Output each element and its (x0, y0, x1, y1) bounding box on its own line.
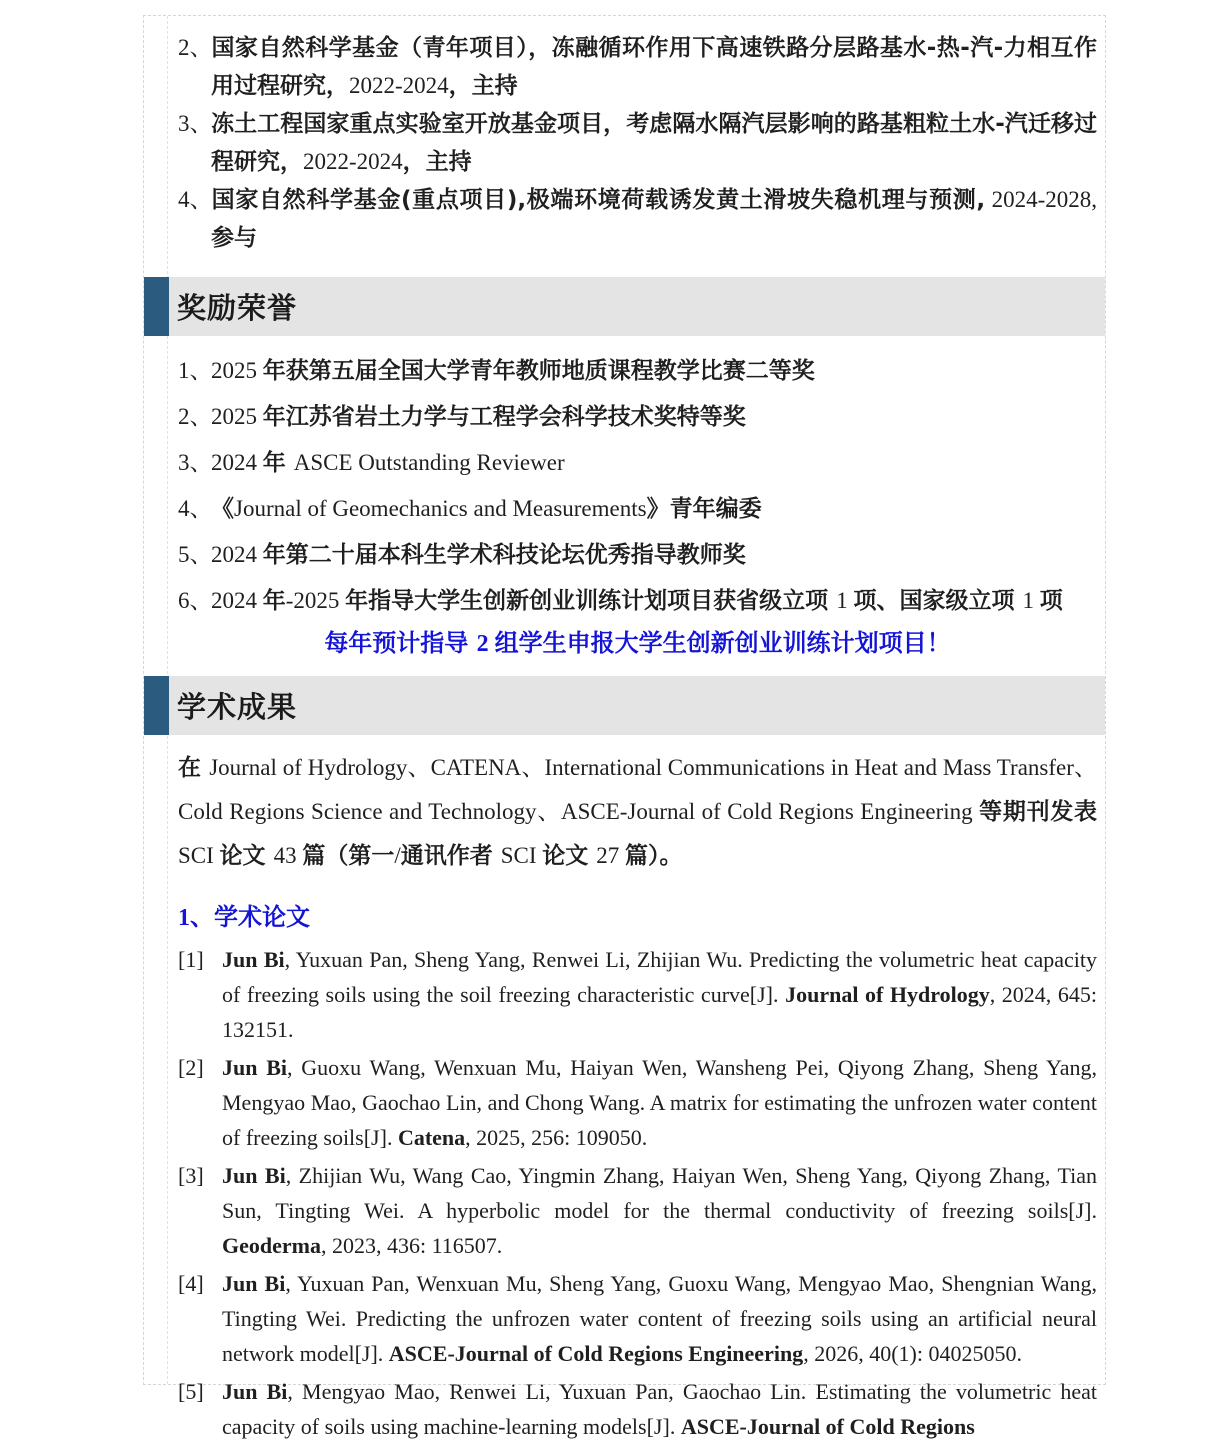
award-item (178, 440, 1097, 486)
funding-item (178, 105, 1097, 181)
paper-item (178, 1266, 1097, 1371)
award-item-text: 2025 年获第五届全国大学青年教师地质课程教学比赛二等奖 (211, 358, 815, 384)
section-title-awards: 奖励荣誉 (177, 291, 298, 325)
paper-number: [1] (178, 947, 204, 972)
award-item (178, 486, 1097, 532)
accent-bar (144, 277, 169, 336)
paper-item (178, 942, 1097, 1047)
award-item (178, 348, 1097, 394)
paper-citation: Jun Bi, Mengyao Mao, Renwei Li, Yuxuan Pan, Gaochao Lin. Estimating the volumetric heat capacity of soils using machine-learning models[J]. ASCE-Journal of Cold Regions (222, 1379, 1098, 1439)
funding-item-text: 国家自然科学基金(重点项目),极端环境荷载诱发黄土滑坡失稳机理与预测, 2024-2028, 参与 (211, 187, 1097, 251)
funding-list (178, 29, 1097, 257)
subsection-title-papers: 1、学术论文 (178, 903, 310, 931)
paper-citation: Jun Bi, Guoxu Wang, Wenxuan Mu, Haiyan Wen, Wansheng Pei, Qiyong Zhang, Sheng Yang, Mengyao Mao, Gaochao Lin, and Chong Wang. A matrix for estimating the unfrozen water content of freezing soils[J]. Catena, 2025, 256: 109050. (222, 1055, 1098, 1150)
funding-item (178, 181, 1097, 257)
publications-summary: 在 Journal of Hydrology、CATENA、International Communications in Heat and Mass Transfer、Cold Regions Science and Technology、ASCE-Journal of Cold Regions Engineering 等期刊发表 SCI 论文 43 篇（第一/通讯作者 SCI 论文 27 篇）。 (178, 755, 1097, 869)
paper-number: [5] (178, 1379, 204, 1404)
award-item-text: 2025 年江苏省岩土力学与工程学会科学技术奖特等奖 (211, 404, 746, 430)
award-item (178, 394, 1097, 440)
paper-number: [3] (178, 1163, 204, 1188)
mentoring-note: 每年预计指导 2 组学生申报大学生创新创业训练计划项目！ (324, 629, 951, 657)
section-header-awards (144, 277, 1105, 336)
award-item-text: 2024 年 ASCE Outstanding Reviewer (211, 450, 565, 476)
item-number: 1、 (178, 358, 213, 383)
item-number: 4、 (178, 187, 213, 212)
accent-bar (144, 676, 169, 735)
award-item (178, 578, 1097, 624)
award-item-text: 《Journal of Geomechanics and Measurements》青年编委 (211, 496, 762, 522)
item-number: 4、 (178, 496, 213, 521)
paper-citation: Jun Bi, Yuxuan Pan, Sheng Yang, Renwei Li, Zhijian Wu. Predicting the volumetric heat capacity of freezing soils using the soil freezing characteristic curve[J]. Journal of Hydrology, 2024, 645: 132151. (222, 947, 1097, 1042)
item-number: 5、 (178, 542, 213, 567)
award-item-text: 2024 年第二十届本科生学术科技论坛优秀指导教师奖 (211, 542, 746, 568)
section-title-achievements: 学术成果 (177, 690, 298, 724)
item-number: 2、 (178, 404, 213, 429)
paper-item (178, 1050, 1097, 1155)
paper-number: [2] (178, 1055, 204, 1080)
papers-list (178, 942, 1097, 1444)
award-item (178, 532, 1097, 578)
funding-item-text: 国家自然科学基金（青年项目），冻融循环作用下高速铁路分层路基水-热-汽-力相互作用过程研究，2022-2024，主持 (211, 35, 1097, 99)
paper-item (178, 1158, 1097, 1263)
document-page (143, 15, 1106, 1439)
paper-citation: Jun Bi, Zhijian Wu, Wang Cao, Yingmin Zhang, Haiyan Wen, Sheng Yang, Qiyong Zhang, Tian Sun, Tingting Wei. A hyperbolic model for the thermal conductivity of freezing soils[J]. Geoderma, 2023, 436: 116507. (222, 1163, 1097, 1258)
item-number: 2、 (178, 35, 213, 60)
funding-item (178, 29, 1097, 105)
item-number: 6、 (178, 588, 213, 613)
section-header-achievements (144, 676, 1105, 735)
page-content (144, 16, 1105, 1444)
award-item-text: 2024 年-2025 年指导大学生创新创业训练计划项目获省级立项 1 项、国家级立项 1 项 (211, 588, 1063, 614)
funding-item-text: 冻土工程国家重点实验室开放基金项目，考虑隔水隔汽层影响的路基粗粒土水-汽迁移过程研究，2022-2024，主持 (211, 111, 1097, 175)
paper-number: [4] (178, 1271, 204, 1296)
item-number: 3、 (178, 450, 213, 475)
paper-item (178, 1374, 1097, 1444)
paper-citation: Jun Bi, Yuxuan Pan, Wenxuan Mu, Sheng Yang, Guoxu Wang, Mengyao Mao, Shengnian Wang, Tingting Wei. Predicting the unfrozen water content of freezing soils using an artificial neural network model[J]. ASCE-Journal of Cold Regions Engineering, 2026, 40(1): 04025050. (222, 1271, 1097, 1366)
item-number: 3、 (178, 111, 213, 136)
awards-list (178, 348, 1097, 624)
